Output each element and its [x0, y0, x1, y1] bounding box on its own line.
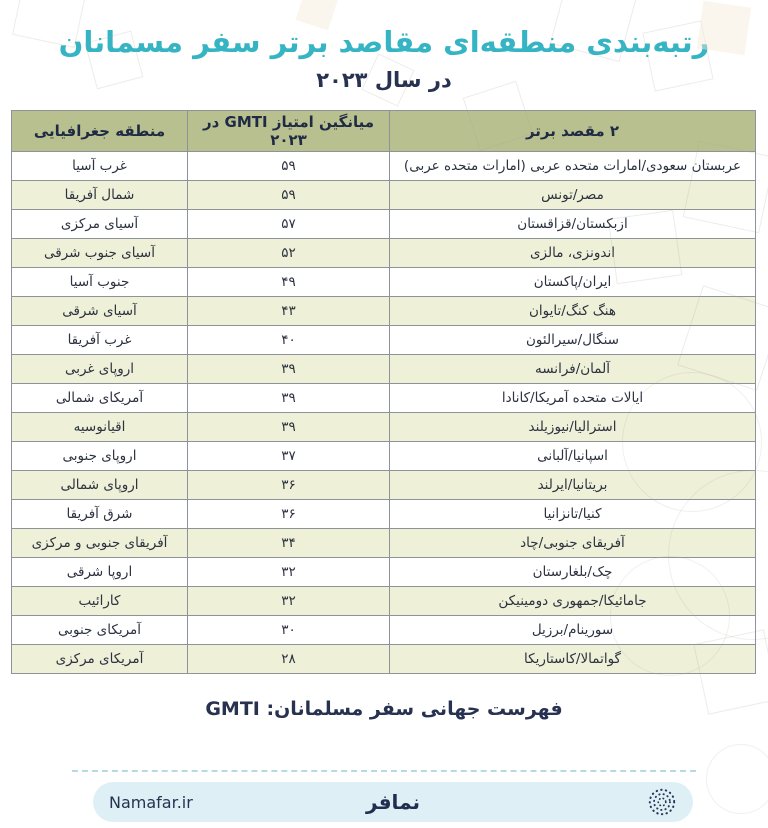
namafar-wordmark: نمافر: [366, 790, 420, 814]
table-row: [12, 500, 756, 529]
table-row: [12, 355, 756, 384]
cell-destinations: عربستان سعودی/امارات متحده عربی (امارات متحده عربی): [390, 152, 756, 181]
cell-region: غرب آسیا: [12, 152, 188, 181]
cell-destinations: ازبکستان/قزاقستان: [390, 210, 756, 239]
table-row: [12, 645, 756, 674]
cell-region: اروپای شمالی: [12, 471, 188, 500]
table-row: [12, 587, 756, 616]
col-header-top-destinations: ۲ مقصد برتر: [390, 111, 756, 152]
ranking-table: [11, 110, 756, 674]
cell-score: ۲۸: [188, 645, 390, 674]
table-row: [12, 558, 756, 587]
col-header-gmti-score: میانگین امتیاز GMTI در ۲۰۲۳: [188, 111, 390, 152]
cell-score: ۳۲: [188, 558, 390, 587]
header: [0, 0, 768, 92]
cell-score: ۳۶: [188, 500, 390, 529]
cell-score: ۳۶: [188, 471, 390, 500]
cell-score: ۳۹: [188, 355, 390, 384]
cell-destinations: آلمان/فرانسه: [390, 355, 756, 384]
cell-region: آسیای شرقی: [12, 297, 188, 326]
table-row: [12, 529, 756, 558]
cell-destinations: بریتانیا/ایرلند: [390, 471, 756, 500]
cell-destinations: مصر/تونس: [390, 181, 756, 210]
cell-region: اروپا شرقی: [12, 558, 188, 587]
table-row: [12, 268, 756, 297]
cell-region: آمریکای مرکزی: [12, 645, 188, 674]
cell-region: آمریکای جنوبی: [12, 616, 188, 645]
table-row: [12, 384, 756, 413]
cell-region: جنوب آسیا: [12, 268, 188, 297]
cell-destinations: جامائیکا/جمهوری دومینیکن: [390, 587, 756, 616]
footer-bar: [93, 782, 693, 822]
cell-destinations: هنگ کنگ/تایوان: [390, 297, 756, 326]
cell-score: ۴۳: [188, 297, 390, 326]
cell-score: ۵۹: [188, 181, 390, 210]
table-row: [12, 210, 756, 239]
cell-score: ۳۹: [188, 384, 390, 413]
dashed-separator: [72, 770, 696, 772]
cell-destinations: کنیا/تانزانیا: [390, 500, 756, 529]
cell-destinations: آفریقای جنوبی/چاد: [390, 529, 756, 558]
table-row: [12, 181, 756, 210]
table-row: [12, 471, 756, 500]
page-title: رتبه‌بندی منطقه‌ای مقاصد برتر سفر مسمانان: [58, 25, 710, 59]
cell-score: ۴۹: [188, 268, 390, 297]
cell-score: ۳۲: [188, 587, 390, 616]
page-subtitle: در سال ۲۰۲۳: [316, 68, 452, 93]
cell-score: ۵۹: [188, 152, 390, 181]
cell-destinations: سنگال/سیرالئون: [390, 326, 756, 355]
cell-destinations: ایالات متحده آمریکا/کانادا: [390, 384, 756, 413]
table-row: [12, 297, 756, 326]
cell-region: کارائیب: [12, 587, 188, 616]
table-row: [12, 616, 756, 645]
cell-destinations: ایران/پاکستان: [390, 268, 756, 297]
cell-destinations: استرالیا/نیوزیلند: [390, 413, 756, 442]
decor-circle: [706, 744, 768, 814]
table-body: [12, 152, 756, 674]
cell-score: ۳۷: [188, 442, 390, 471]
table-row: [12, 152, 756, 181]
cell-score: ۵۷: [188, 210, 390, 239]
table-row: [12, 239, 756, 268]
cell-score: ۳۰: [188, 616, 390, 645]
table-row: [12, 413, 756, 442]
cell-score: ۴۰: [188, 326, 390, 355]
table-row: [12, 442, 756, 471]
cell-destinations: اندونزی، مالزی: [390, 239, 756, 268]
cell-region: آسیای مرکزی: [12, 210, 188, 239]
cell-score: ۳۴: [188, 529, 390, 558]
cell-score: ۳۹: [188, 413, 390, 442]
table-header-row: [12, 111, 756, 152]
cell-destinations: گواتمالا/کاستاریکا: [390, 645, 756, 674]
cell-destinations: اسپانیا/آلبانی: [390, 442, 756, 471]
cell-score: ۵۲: [188, 239, 390, 268]
cell-destinations: سورینام/برزیل: [390, 616, 756, 645]
cell-region: آفریقای جنوبی و مرکزی: [12, 529, 188, 558]
cell-region: اروپای جنوبی: [12, 442, 188, 471]
dotted-circle-logo-icon: [647, 787, 677, 817]
cell-region: شرق آفریقا: [12, 500, 188, 529]
cell-region: آمریکای شمالی: [12, 384, 188, 413]
table-row: [12, 326, 756, 355]
table-caption: فهرست جهانی سفر مسلمانان: GMTI: [205, 698, 563, 721]
cell-region: اروپای غربی: [12, 355, 188, 384]
cell-destinations: چک/بلغارستان: [390, 558, 756, 587]
cell-region: اقیانوسیه: [12, 413, 188, 442]
col-header-region: منطقه جغرافیایی: [12, 111, 188, 152]
cell-region: شمال آفریقا: [12, 181, 188, 210]
cell-region: غرب آفریقا: [12, 326, 188, 355]
cell-region: آسیای جنوب شرقی: [12, 239, 188, 268]
footer-url-link[interactable]: Namafar.ir: [109, 792, 193, 812]
